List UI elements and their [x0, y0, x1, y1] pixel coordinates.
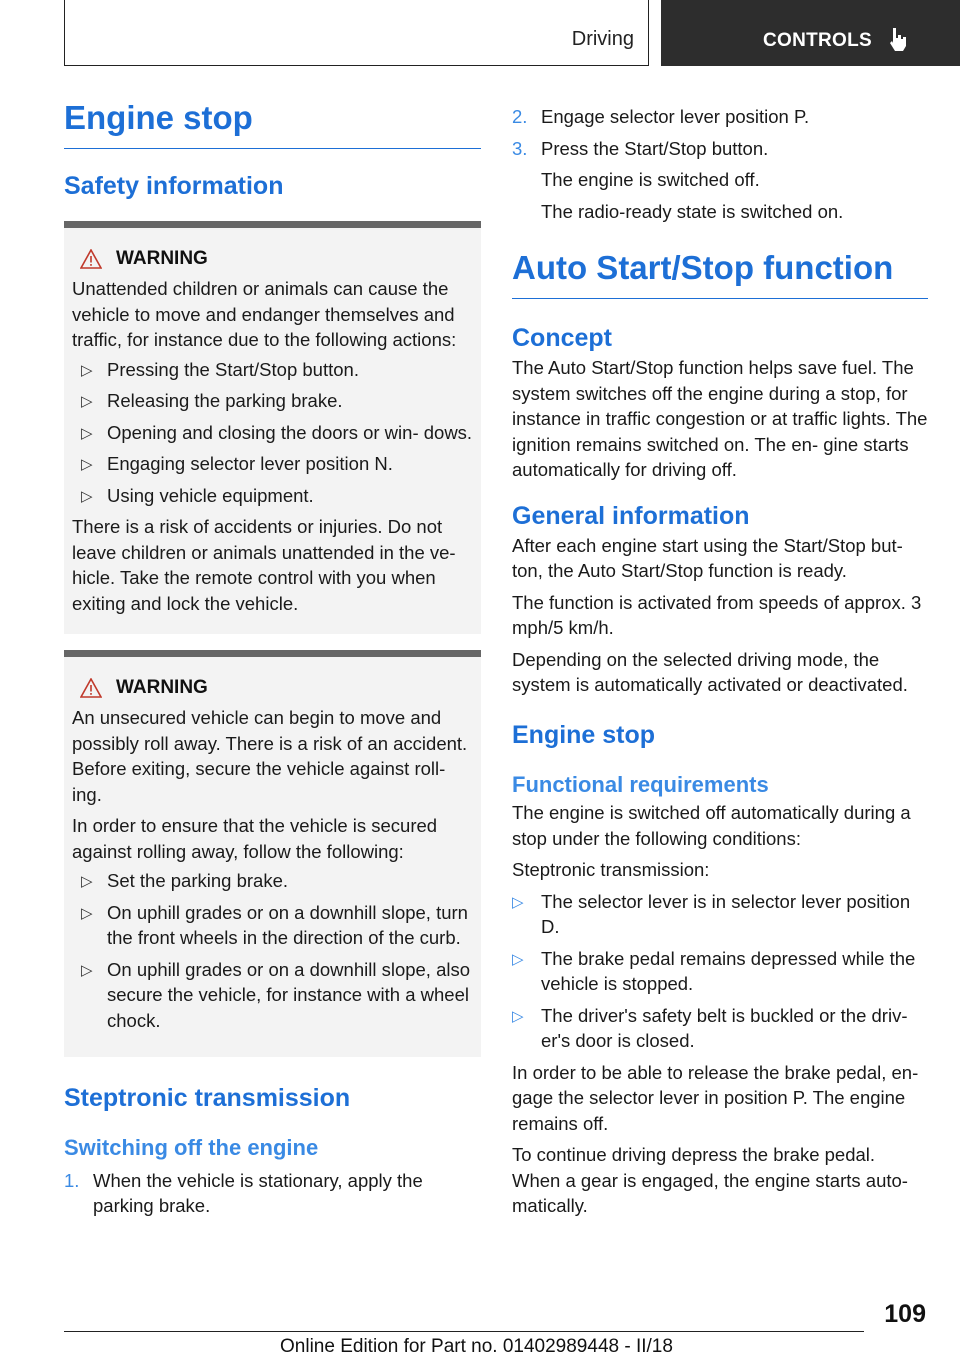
- section-title-auto-start-stop: Auto Start/Stop function: [512, 249, 894, 286]
- steptronic-heading: Steptronic transmission: [64, 1084, 351, 1113]
- step3-sub1: The engine is switched off.: [541, 169, 760, 190]
- general-p3: Depending on the selected driving mode, the system is automatically activated or deactivated.: [512, 648, 908, 696]
- left-column: [64, 100, 481, 1225]
- steps-list-left: [64, 1168, 481, 1219]
- page-number: 109: [884, 1300, 926, 1328]
- header-section-label: Driving: [571, 28, 634, 50]
- list-item: ▷ Releasing the parking brake.: [72, 388, 473, 414]
- step3-sub2: The radio-ready state is switched on.: [541, 200, 844, 222]
- func-req-p1: The engine is switched off automatically during a stop under the following conditions:: [512, 802, 911, 849]
- list-item: ▷ The brake pedal remains depressed while the vehicle is stopped.: [512, 947, 916, 995]
- triangle-right-icon: ▷: [81, 873, 93, 891]
- warning2-list: [72, 868, 473, 1033]
- triangle-right-icon: ▷: [81, 487, 93, 505]
- functional-requirements-heading: Functional requirements: [512, 771, 769, 797]
- warning-title-2: [72, 677, 473, 699]
- list-item: ▷ Set the parking brake.: [72, 868, 473, 894]
- safety-heading: Safety information: [64, 172, 284, 201]
- header-chapter-tab: [661, 0, 960, 66]
- func-req-p2: Steptronic transmission:: [512, 859, 710, 881]
- list-item: ▷ Engaging selector lever position N.: [72, 451, 473, 477]
- triangle-right-icon: ▷: [81, 393, 93, 411]
- triangle-right-icon: ▷: [81, 961, 93, 979]
- warning1-list: [72, 357, 473, 509]
- list-item: ▷ Pressing the Start/Stop button.: [72, 357, 473, 383]
- list-item: ▷ The driver's safety belt is buckled or the driv- er's door is closed.: [512, 1004, 908, 1052]
- warning1-intro: Unattended children or animals can cause the vehicle to move and endanger themselves and traffic, for instance due to the following actions:: [72, 278, 457, 351]
- triangle-right-icon: ▷: [81, 361, 93, 379]
- warning-box-2: [64, 650, 481, 1057]
- section-title-rule: [512, 298, 928, 299]
- general-p1: After each engine start using the Start/Stop but- ton, the Auto Start/Stop function is ready.: [512, 534, 903, 582]
- warning-label-1: WARNING: [116, 248, 208, 270]
- engine-stop-heading: Engine stop: [512, 720, 656, 749]
- func-req-p3: In order to be able to release the brake pedal, en- gage the selector lever in position P. The engine remains off.: [512, 1061, 919, 1134]
- general-info-heading: General information: [512, 501, 750, 530]
- switching-off-heading: Switching off the engine: [64, 1135, 319, 1161]
- warning2-intro: An unsecured vehicle can begin to move and possibly roll away. There is a risk of an accident. Before exiting, secure the vehicle against roll- ing.: [72, 707, 468, 805]
- triangle-right-icon: ▷: [512, 950, 524, 968]
- triangle-right-icon: ▷: [81, 904, 93, 922]
- concept-heading: Concept: [512, 324, 612, 353]
- hand-pointer-icon: [887, 26, 909, 52]
- steps-list-right: [512, 104, 928, 224]
- header-section-tab: [64, 0, 649, 66]
- list-item: ▷ On uphill grades or on a downhill slope, also secure the vehicle, for instance with a wheel chock.: [81, 958, 471, 1031]
- triangle-right-icon: ▷: [512, 1007, 524, 1025]
- warning-title-1: [72, 248, 473, 270]
- list-item: ▷ On uphill grades or on a downhill slope, turn the front wheels in the direction of the curb.: [81, 901, 468, 949]
- list-item: ▷ The selector lever is in selector lever position D.: [512, 890, 911, 938]
- warning-triangle-icon: [80, 249, 102, 269]
- footer-rule: [64, 1331, 864, 1332]
- triangle-right-icon: ▷: [81, 456, 93, 474]
- step-item-3: 3. Press the Start/Stop button. The engine is switched off. The radio-ready state is switched on.: [512, 136, 928, 225]
- triangle-right-icon: ▷: [81, 424, 93, 442]
- right-column: [512, 100, 928, 1219]
- warning-box-1: [64, 221, 481, 634]
- step-item-1: 1. When the vehicle is stationary, apply the parking brake.: [64, 1169, 423, 1217]
- general-p2: The function is activated from speeds of approx. 3 mph/5 km/h.: [512, 591, 922, 639]
- func-req-p4: To continue driving depress the brake pedal. When a gear is engaged, the engine starts auto- matically.: [512, 1144, 908, 1217]
- step-item-2: 2. Engage selector lever position P.: [512, 106, 810, 127]
- warning-label-2: WARNING: [116, 677, 208, 699]
- page-title-engine-stop: Engine stop: [64, 99, 253, 136]
- warning1-outro: There is a risk of accidents or injuries. Do not leave children or animals unattended in the ve- hicle. Take the remote control with you when exiting and lock the vehicle.: [72, 516, 456, 614]
- func-req-list: [512, 889, 928, 1054]
- list-item: ▷ Opening and closing the doors or win- dows.: [72, 420, 473, 446]
- concept-text: The Auto Start/Stop function helps save fuel. The system switches off the engine during a stop, for instance in traffic congestion or at traffic lights. The ignition remains switched on. The en- gine starts automatically for driving off.: [512, 357, 928, 481]
- warning2-intro2: In order to ensure that the vehicle is secured against rolling away, follow the following:: [72, 815, 438, 862]
- triangle-right-icon: ▷: [512, 893, 524, 911]
- header-chapter-label: CONTROLS: [763, 30, 873, 51]
- warning-triangle-icon: [80, 678, 102, 698]
- footer-edition: Online Edition for Part no. 01402989448 - II/18: [280, 1336, 673, 1357]
- title-rule: [64, 148, 481, 149]
- list-item: ▷ Using vehicle equipment.: [72, 483, 473, 509]
